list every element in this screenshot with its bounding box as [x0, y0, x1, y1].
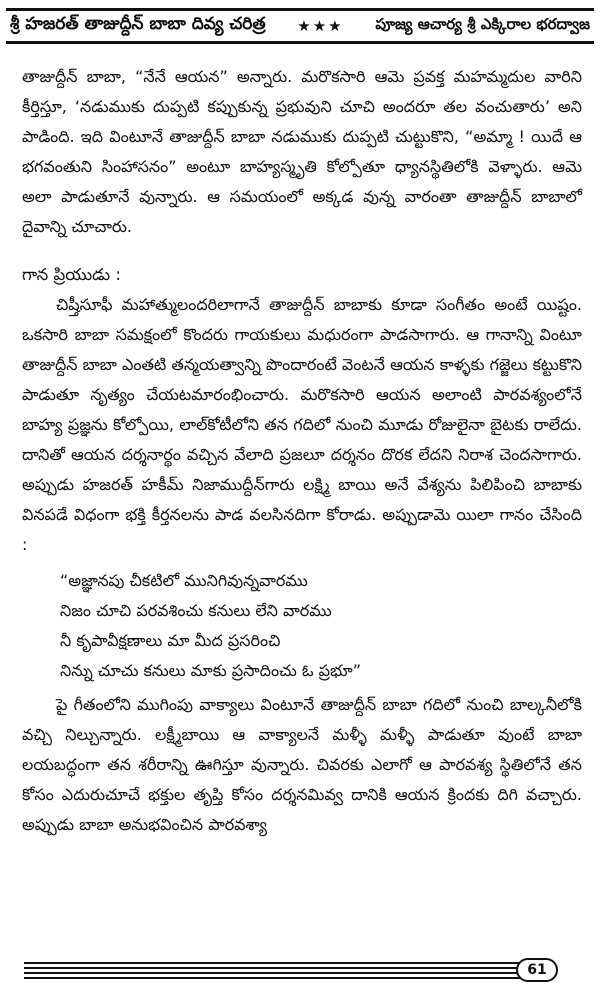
running-header — [6, 8, 594, 44]
page-footer — [6, 958, 594, 984]
verse-line: “అజ్ఞానపు చీకటిలో మునిగివున్నవారము — [60, 571, 308, 590]
page-number: 61 — [516, 958, 558, 982]
page-body — [22, 62, 582, 840]
opening-paragraph: తాజుద్దీన్ బాబా, “నేనే ఆయన” అన్నారు. మరొకసారి ఆమె ప్రవక్త మహమ్మదుల వారిని కీర్తిస్తూ, ‘నడుముకు దుప్పటి కప్పుకున్న ప్రభువుని చూచి అందరూ తల వంచుతారు’ అని పాడింది. ఇది వింటూనే తాజుద్దీన్ బాబా నడుముకు దుప్పటి చుట్టుకొని, “అమ్మా ! యిదే ఆ భగవంతుని సింహాసనం” అంటూ బాహ్యస్మృతి కోల్పోతూ ధ్యానస్థితిలోకి వెళ్ళారు. ఆమె అలా పాడుతూనే వున్నారు. ఆ సమయంలో అక్కడ వున్న వారంతా తాజుద్దీన్ బాబాలో దైవాన్ని చూచారు. — [22, 67, 582, 236]
star-separator-icon: ★★★ — [297, 17, 344, 35]
book-title: శ్రీ హజరత్ తాజుద్దీన్ బాబా దివ్య చరిత్ర — [10, 14, 266, 34]
closing-paragraph: పై గీతంలోని ముగింపు వాక్యాలు వింటూనే తాజుద్దీన్ బాబా గదిలో నుంచి బాల్కనీలోకి వచ్చి నిల్చున్నారు. లక్ష్మీబాయి ఆ వాక్యాలనే మళ్ళీ మళ్ళీ పాడుతూ వుంటే బాబా లయబద్ధంగా తన శరీరాన్ని ఊగిస్తూ వున్నారు. చివరకు ఎలాగో ఆ పారవశ్య స్థితిలోనే తన కోసం ఎదురుచూచే భక్తుల తృప్తి కోసం దర్శనమివ్వ దానికి ఆయన క్రిందకు దిగి వచ్చారు. అప్పుడు బాబా అనుభవించిన పారవశ్యా — [22, 695, 582, 834]
verse-line: నిజం చూచి పరవశించు కనులు లేని వారము — [60, 601, 332, 620]
section-heading: గాన ప్రియుడు : — [22, 265, 121, 284]
verse-line: నిన్ను చూచు కనులు మాకు ప్రసాదించు ఓ ప్రభూ” — [60, 661, 361, 680]
footer-rules — [24, 962, 524, 982]
song-verse — [60, 566, 582, 686]
author-name: పూజ్య ఆచార్య శ్రీ ఎక్కిరాల భరద్వాజ — [375, 15, 590, 33]
verse-line: నీ కృపావీక్షణాలు మా మీద ప్రసరించి — [60, 631, 281, 650]
section-paragraph: చిష్తీసూఫీ మహాత్ములందరిలాగానే తాజుద్దీన్ బాబాకు కూడా సంగీతం అంటే యిష్టం. ఒకసారి బాబా సమక్షంలో కొందరు గాయకులు మధురంగా పాడసాగారు. ఆ గానాన్ని వింటూ తాజుద్దీన్ బాబా ఎంతటి తన్మయత్వాన్ని పొందారంటే వెంటనే ఆయన కాళ్ళకు గజ్జెలు కట్టుకొని పాడుతూ నృత్యం చేయటమారంభించారు. మరొకసారి ఆయన అలాంటి పారవశ్యంలోనే బాహ్య ప్రజ్ఞను కోల్పోయి, లాల్‌కోటీలోని తన గదిలో నుంచి మూడు రోజులైనా బైటకు రాలేదు. దానితో ఆయన దర్శనార్థం వచ్చిన వేలాది ప్రజలూ దర్శనం దొరక లేదని నిరాశ చెందసాగారు. అప్పుడు హజరత్ హకీమ్ నిజాముద్దీన్‌గారు లక్ష్మి బాయి అనే వేశ్యను పిలిపించి బాబాకు వినపడే విధంగా భక్తి కీర్తనలను పాడ వలసినదిగా కోరాడు. అప్పుడామె యిలా గానం చేసింది : — [22, 295, 582, 554]
